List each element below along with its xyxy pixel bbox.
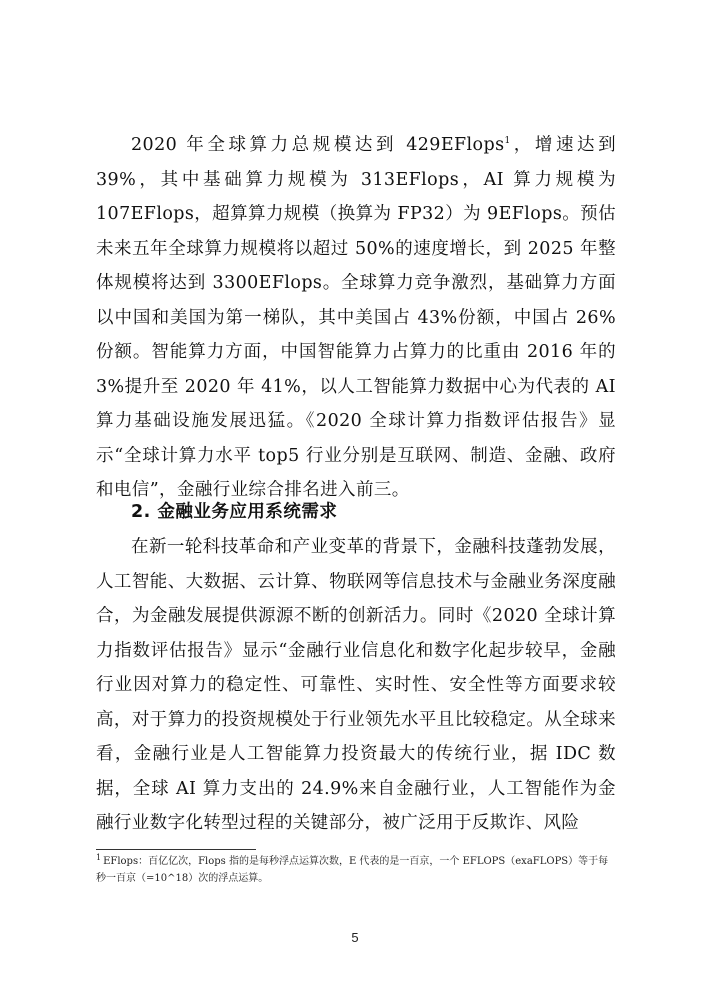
section-heading: 2. 金融业务应用系统需求 [131,502,338,522]
paragraph-1-part-b: ，增速达到 39%，其中基础算力规模为 313EFlops，AI 算力规模为 107EFlops，超算算力规模（换算为 FP32）为 9EFlops。预估未来五年全球算力规模将以超过 50%的速度增长，到 2025 年整体规模将达到 3300EFlops。全球算力竞争激烈，基础算力方面以中国和美国为第一梯队，其中美国占 43%份额，中国占 26%份额。智能算力方面，中国智能算力占算力的比重由 2016 年的 3%提升至 2020 年 41%，以人工智能算力数据中心为代表的 AI 算力基础设施发展迅猛。《2020 全球计算力指数评估报告》显示“全球计算力水平 top5 行业分别是互联网、制造、金融、政府和电信”，金融行业综合排名进入前三。 [96,135,617,500]
paragraph-1-part-a: 2020 年全球算力总规模达到 429EFlops [131,135,505,155]
footnote [96,853,616,887]
footnote-divider [96,849,256,850]
footnote-marker: 1 [96,852,102,862]
paragraph-2-text: 在新一轮科技革命和产业变革的背景下，金融科技蓬勃发展，人工智能、大数据、云计算、物联网等信息技术与金融业务深度融合，为金融发展提供源源不断的创新活力。同时《2020 全球计算力指数评估报告》显示“金融行业信息化和数字化起步较早，金融行业因对算力的稳定性、可靠性、实时性、安全性等方面要求较高，对于算力的投资规模处于行业领先水平且比较稳定。从全球来看，金融行业是人工智能算力投资最大的传统行业，据 IDC 数据，全球 AI 算力支出的 24.9%来自金融行业，人工智能作为金融行业数字化转型过程的关键部分，被广泛用于反欺诈、风险 [96,537,616,833]
paragraph-financial-demand [96,530,616,841]
footnote-text: EFlops：百亿亿次，Flops 指的是每秒浮点运算次数，E 代表的是一百京，一个 EFLOPS（exaFLOPS）等于每秒一百京（=10^18）次的浮点运算。 [96,856,609,884]
paragraph-global-computing-power [96,128,616,508]
page-number: 5 [351,930,359,945]
footnote-reference[interactable]: 1 [504,136,511,147]
paragraph-1-text [96,128,616,508]
